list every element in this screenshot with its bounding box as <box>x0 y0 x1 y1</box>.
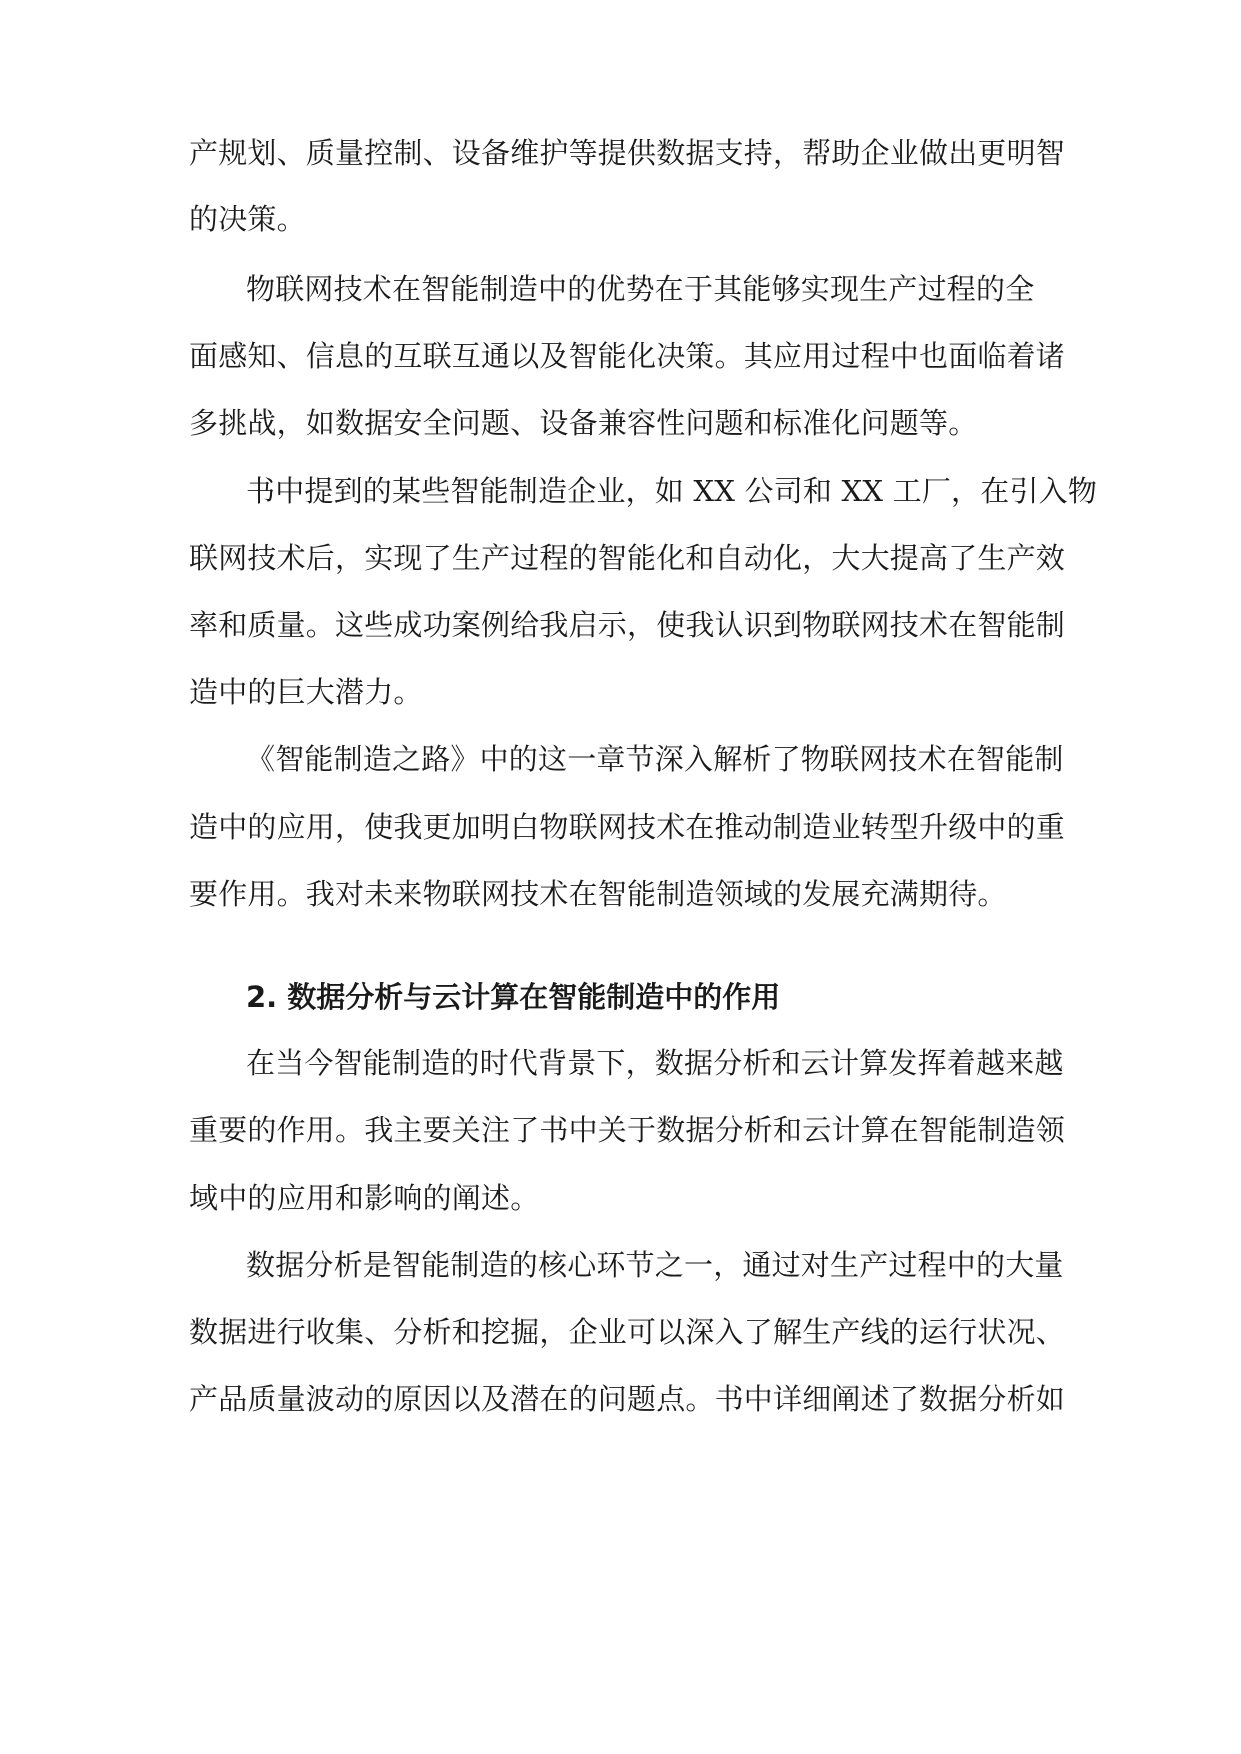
text-line: 《智能制造之路》中的这一章节深入解析了物联网技术在智能制 <box>246 742 1064 776</box>
text-line: 多挑战，如数据安全问题、设备兼容性问题和标准化问题等。 <box>189 406 978 440</box>
text-line: 造中的巨大潜力。 <box>189 675 423 709</box>
text-line: 数据进行收集、分析和挖掘，企业可以深入了解生产线的运行状况、 <box>189 1315 1066 1349</box>
text-line: 产规划、质量控制、设备维护等提供数据支持，帮助企业做出更明智 <box>189 136 1066 170</box>
section-heading: 2. 数据分析与云计算在智能制造中的作用 <box>246 980 781 1014</box>
text-line: 造中的应用，使我更加明白物联网技术在推动制造业转型升级中的重 <box>189 810 1066 844</box>
text-line: 的决策。 <box>189 202 306 236</box>
text-line: 产品质量波动的原因以及潜在的问题点。书中详细阐述了数据分析如 <box>189 1382 1066 1416</box>
text-line: 联网技术后，实现了生产过程的智能化和自动化，大大提高了生产效 <box>189 541 1066 575</box>
text-line: 数据分析是智能制造的核心环节之一，通过对生产过程中的大量 <box>246 1248 1064 1282</box>
text-line: 重要的作用。我主要关注了书中关于数据分析和云计算在智能制造领 <box>189 1113 1066 1147</box>
text-line: 域中的应用和影响的阐述。 <box>189 1181 540 1215</box>
text-line: 要作用。我对未来物联网技术在智能制造领域的发展充满期待。 <box>189 877 1007 911</box>
text-line: 书中提到的某些智能制造企业，如 XX 公司和 XX 工厂，在引入物 <box>246 474 1098 508</box>
text-line: 物联网技术在智能制造中的优势在于其能够实现生产过程的全 <box>246 272 1035 306</box>
text-line: 面感知、信息的互联互通以及智能化决策。其应用过程中也面临着诸 <box>189 339 1066 373</box>
text-line: 在当今智能制造的时代背景下，数据分析和云计算发挥着越来越 <box>246 1046 1064 1080</box>
text-line: 率和质量。这些成功案例给我启示，使我认识到物联网技术在智能制 <box>189 608 1066 642</box>
